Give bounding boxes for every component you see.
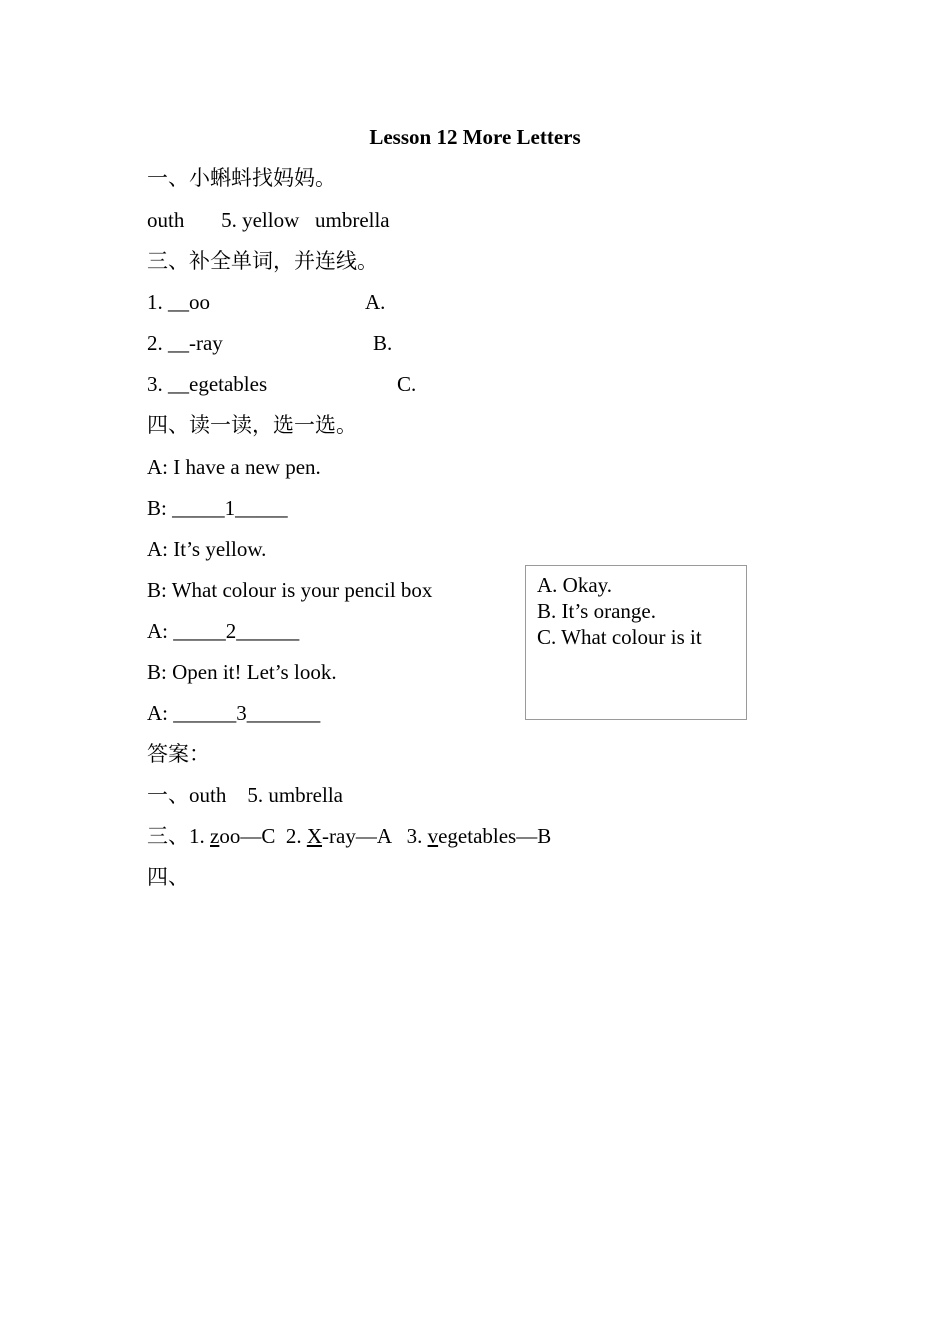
dialogue-line: B: What colour is your pencil box [147,578,433,602]
answer-letter-3: v [427,824,439,848]
answers-line-3 [147,823,551,849]
section3-option-c: C. [397,372,417,396]
section3-item-3: 3. __egetables [147,372,268,396]
answers-line-1: 一、outh 5. umbrella [147,783,343,807]
section3-item-2: 2. __-ray [147,331,223,355]
option-c: C. What colour is it [537,625,702,649]
section4-heading: 四、读一读，选一选。 [147,413,357,437]
answers-heading: 答案： [147,742,210,766]
section1-line: outh 5. yellow umbrella [147,208,390,232]
answer-prefix: 三、1. [147,824,210,848]
section3-option-a: A. [365,290,386,314]
answer-rest-2: -ray—A 3. [322,824,428,848]
dialogue-line: A: I have a new pen. [147,455,321,479]
option-b: B. It’s orange. [537,599,656,623]
section3-item-1: 1. __oo [147,290,210,314]
dialogue-line: B: Open it! Let’s look. [147,660,337,684]
page-title: Lesson 12 More Letters [369,125,581,149]
option-a: A. Okay. [537,573,613,597]
dialogue-line: A: ______3_______ [147,701,321,725]
dialogue-line: A: It’s yellow. [147,537,267,561]
dialogue-line: B: _____1_____ [147,496,288,520]
answers-line-4: 四、 [147,865,189,889]
section3-option-b: B. [373,331,393,355]
section1-heading: 一、小蝌蚪找妈妈。 [147,166,336,190]
answer-letter-1: z [210,824,220,848]
section3-heading: 三、补全单词，并连线。 [147,249,378,273]
dialogue-line: A: _____2______ [147,619,300,643]
options-box [525,565,747,720]
answer-letter-2: X [306,824,323,848]
answer-rest-3: egetables—B [438,824,552,848]
answer-rest-1: oo—C 2. [219,824,307,848]
